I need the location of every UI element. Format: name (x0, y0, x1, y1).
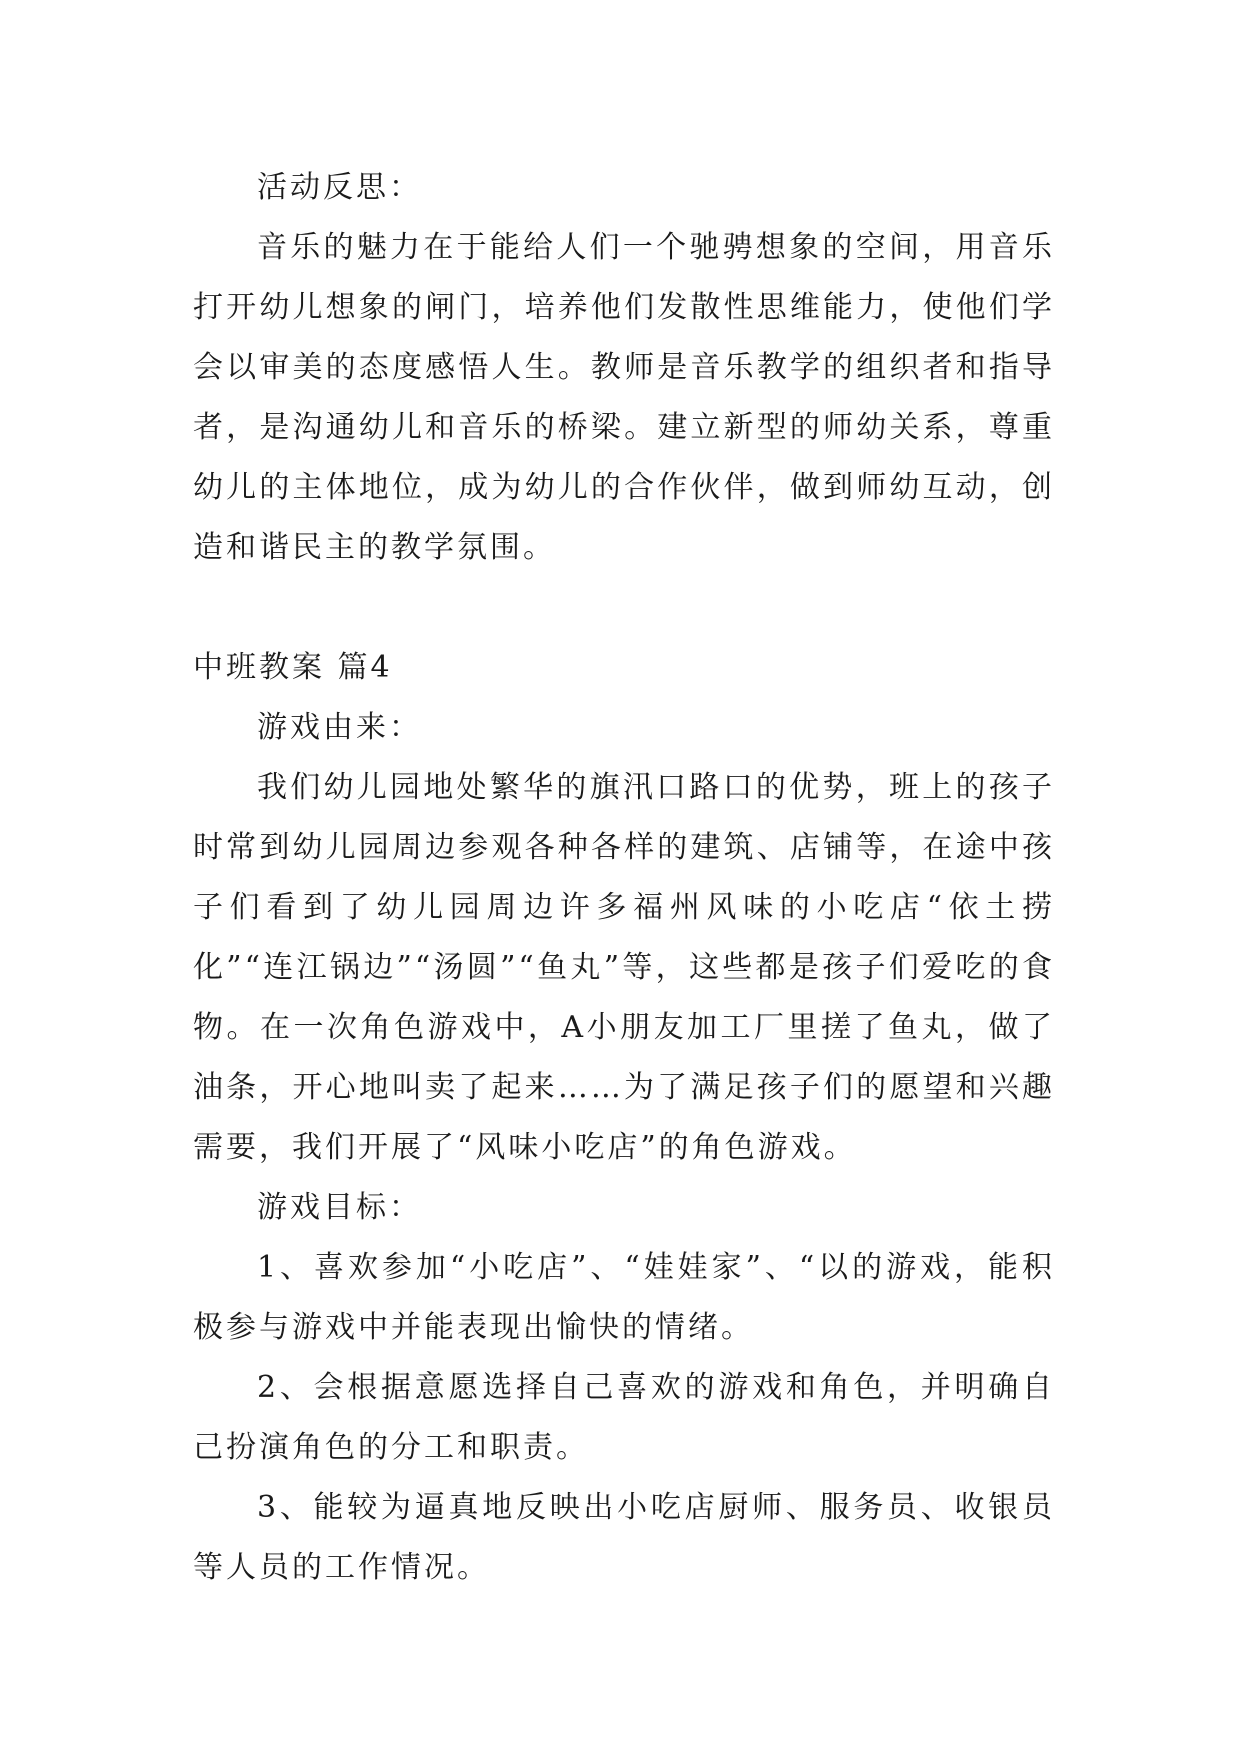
game-goal-item-3: 3、能较为逼真地反映出小吃店厨师、服务员、收银员等人员的工作情况。 (193, 1490, 1055, 1585)
section-title: 中班教案 篇4 (193, 650, 393, 685)
game-goal-item-2: 2、会根据意愿选择自己喜欢的游戏和角色，并明确自己扮演角色的分工和职责。 (193, 1370, 1055, 1465)
activity-reflection-label: 活动反思： (257, 170, 422, 205)
section-spacer (193, 578, 1055, 638)
game-goals-label: 游戏目标： (257, 1190, 422, 1225)
game-goal-item-1: 1、喜欢参加“小吃店”、“娃娃家”、“以的游戏，能积极参与游戏中并能表现出愉快的情绪。 (193, 1250, 1055, 1345)
document-body (193, 158, 1055, 1598)
game-origin-paragraph: 我们幼儿园地处繁华的旗汛口路口的优势，班上的孩子时常到幼儿园周边参观各种各样的建筑、店铺等，在途中孩子们看到了幼儿园周边许多福州风味的小吃店“依土捞化”“连江锅边”“汤圆”“鱼丸”等，这些都是孩子们爱吃的食物。在一次角色游戏中，A小朋友加工厂里搓了鱼丸，做了油条，开心地叫卖了起来……为了满足孩子们的愿望和兴趣需要，我们开展了“风味小吃店”的角色游戏。 (193, 770, 1055, 1165)
activity-reflection-paragraph: 音乐的魅力在于能给人们一个驰骋想象的空间，用音乐打开幼儿想象的闸门，培养他们发散性思维能力，使他们学会以审美的态度感悟人生。教师是音乐教学的组织者和指导者，是沟通幼儿和音乐的桥梁。建立新型的师幼关系，尊重幼儿的主体地位，成为幼儿的合作伙伴，做到师幼互动，创造和谐民主的教学氛围。 (193, 230, 1055, 565)
game-origin-label: 游戏由来： (257, 710, 422, 745)
